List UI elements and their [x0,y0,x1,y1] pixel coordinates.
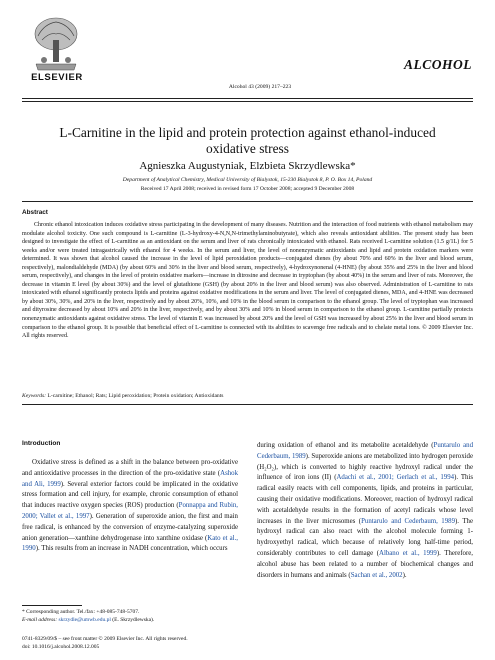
corresponding-author-note: * Corresponding author. Tel./fax: +48-085-748-5707. [22,609,140,615]
citation-link[interactable]: Kato et al., 1990 [22,534,238,553]
keywords-label: Keywords: [22,393,47,399]
email-link[interactable]: skrzydle@umwb.edu.pl [58,617,111,623]
affiliation: Department of Analytical Chemistry, Medical University of Bialystok, 15-230 Bialystok 8, P. O. Box 14, Poland [122,177,373,183]
citation-link[interactable]: Puntarulo and Cederbaum, 1989 [361,517,455,525]
header-rule-2 [22,101,473,102]
text-run: ). This radical easily reacts with cell components, lipids, and proteins in particular, causing their oxidative modifications. Moreover, reaction of hydroxyl radical with acetaldehyde results in the formation of acetyl radicals whose level increases in the liver microsomes ( [257,474,473,525]
section-heading-introduction: Introduction [22,440,61,447]
citation-link[interactable]: Adachi et al., 2001; Gerlach et al., 1994 [336,474,455,482]
email-note [22,617,238,624]
email-label: E-mail address: [22,617,58,623]
author-list: Agnieszka Augustyniak, Elzbieta Skrzydlewska* [139,160,356,172]
elsevier-tree-logo [30,14,82,72]
doi-line[interactable]: doi: 10.1016/j.alcohol.2008.12.005 [22,644,100,650]
abstract-bottom-rule [22,404,473,405]
abstract-heading: Abstract [22,209,48,216]
keywords-list: L-carnitine; Ethanol; Rats; Lipid peroxidation; Protein oxidation; Antioxidants [47,393,224,399]
citation-link[interactable]: Puntarulo and Cederbaum, 1989 [257,442,473,460]
citation-link[interactable]: Albano et al., 1999 [379,549,437,557]
text-run: Oxidative stress is defined as a shift in the balance between pro-oxidative and antioxidative processes in the direction of the pro-oxidative state ( [22,459,238,477]
right-column-text [257,441,473,581]
abstract-body: Chronic ethanol intoxication induces oxidative stress participating in the development of many diseases. Nutrition and the interaction of food nutrients with ethanol metabolism may modulate alcohol toxicity. One such compound is L-carnitine (L-3-hydroxy-4-N,N,N-trimethylaminobutyrate), which also reveals antioxidant abilities. The present study has been designed to investigate the effect of L-carnitine as an antioxidant on the serum and liver of rats chronically intoxicated with ethanol. Rats received L-carnitine solution (1.5 g/1L) for 5 weeks and/or were treated intragastrically with ethanol for 4 weeks. In the serum and liver, the level of nonenzymatic antioxidants and lipid and protein oxidation markers were determined. It was shown that alcohol caused the increase in the level of lipid peroxidation products—conjugated dienes (by about 70% and 60% in the liver and blood serum, respectively), malondialdehyde (MDA) (by about 60% and 30% in the liver and blood serum, respectively), 4-hydroxynonenal (4-HNE) (by about 35% and 25% in the liver and blood serum, respectively), and changes in the level of protein oxidative markers—increase in ditrosine and decrease in tryptophan (by about 40%) in the serum and liver of rats. Moreover, the decrease in vitamin E level (by about 30%) and the level of glutathione (GSH) (by about 20% in the liver and blood serum) was also observed. Administration of L-carnitine to rats intoxicated with ethanol significantly protects lipids and proteins against oxidative modifications in the serum and liver. The level of conjugated dienes, MDA, and 4-HNE was decreased by about 30%, 30%, and 20% in the liver, respectively and by about 20%, 10%, and 10% in the blood serum in comparison to the ethanol group. The level of tryptophan was increased and dityrosine decreased by about 10% and 20% in the liver, respectively, and by about 30% and 10% in blood serum in comparison to the ethanol group. L-carnitine partially protects nonenzymatic antioxidants against oxidative stress. The level of vitamin E was increased by about 20% and the level of GSH was increased by about 25% in the liver and blood serum in comparison to the ethanol group. It is possible that beneficial effect of L-carnitine is connected with its abilities to scavenge free radicals and to chelate metal ions. © 2009 Elsevier Inc. All rights reserved. [22,222,473,340]
publisher-name: ELSEVIER [31,72,83,83]
text-run: ). Several exterior factors could be implicated in the oxidative stress formation and cell injury, for example, chronic consumption of ethanol that induces reactive oxygen species (ROS) production ( [22,480,238,510]
received-dates: Received 17 April 2008; received in revised form 17 October 2008; accepted 9 December 2008 [140,186,355,192]
citation-link[interactable]: Ponnappa and Rubin, 2000; Vallet et al., 1997 [22,502,238,520]
header-rule [22,98,473,99]
email-suffix: (E. Skrzydlewska). [110,617,155,623]
text-run: during oxidation of ethanol and its metabolite acetaldehyde ( [257,442,434,449]
text-run: ). Superoxide anions are metabolized into hydrogen peroxide (H₂O₂), which is converted to highly reactive hydroxyl radical under the influence of iron ions (II) ( [257,452,473,482]
footnote-rule [22,605,82,606]
text-run: ). The hydroxyl radical can also react with the alcohol molecule forming 1-hydroxyethyl radical, which because of relatively long half-time period, considerably contributes to cell damage ( [257,517,473,557]
keywords [22,393,473,399]
citation-link[interactable]: Ashok and Ali, 1999 [22,469,238,488]
journal-logo: ALCOHOL [403,57,472,72]
text-run: ). This results from an increase in NADH concentration, which occurs [35,545,228,553]
issn-line: 0741-8329/09/$ – see front matter © 2009 Elsevier Inc. All rights reserved. [22,636,188,642]
article-title: L-Carnitine in the lipid and protein protection against ethanol-induced oxidative stress [59,125,436,156]
text-run: ). [402,571,407,579]
left-column-text [22,458,238,555]
citation-link[interactable]: Sachan et al., 2002 [350,571,403,579]
text-run: ). Generation of superoxide anion, the first and main free radical, is enhanced by the conversion of enzyme-catalyzing superoxide anion generation—xanthine dehydrogenase into xanthine oxidase ( [22,512,238,542]
text-run: ). Therefore, alcohol abuse has been related to a number of biochemical changes and disorders in humans and animals ( [257,549,473,579]
abstract-top-rule [22,201,473,202]
journal-citation: Alcohol 43 (2009) 217–223 [228,84,292,90]
